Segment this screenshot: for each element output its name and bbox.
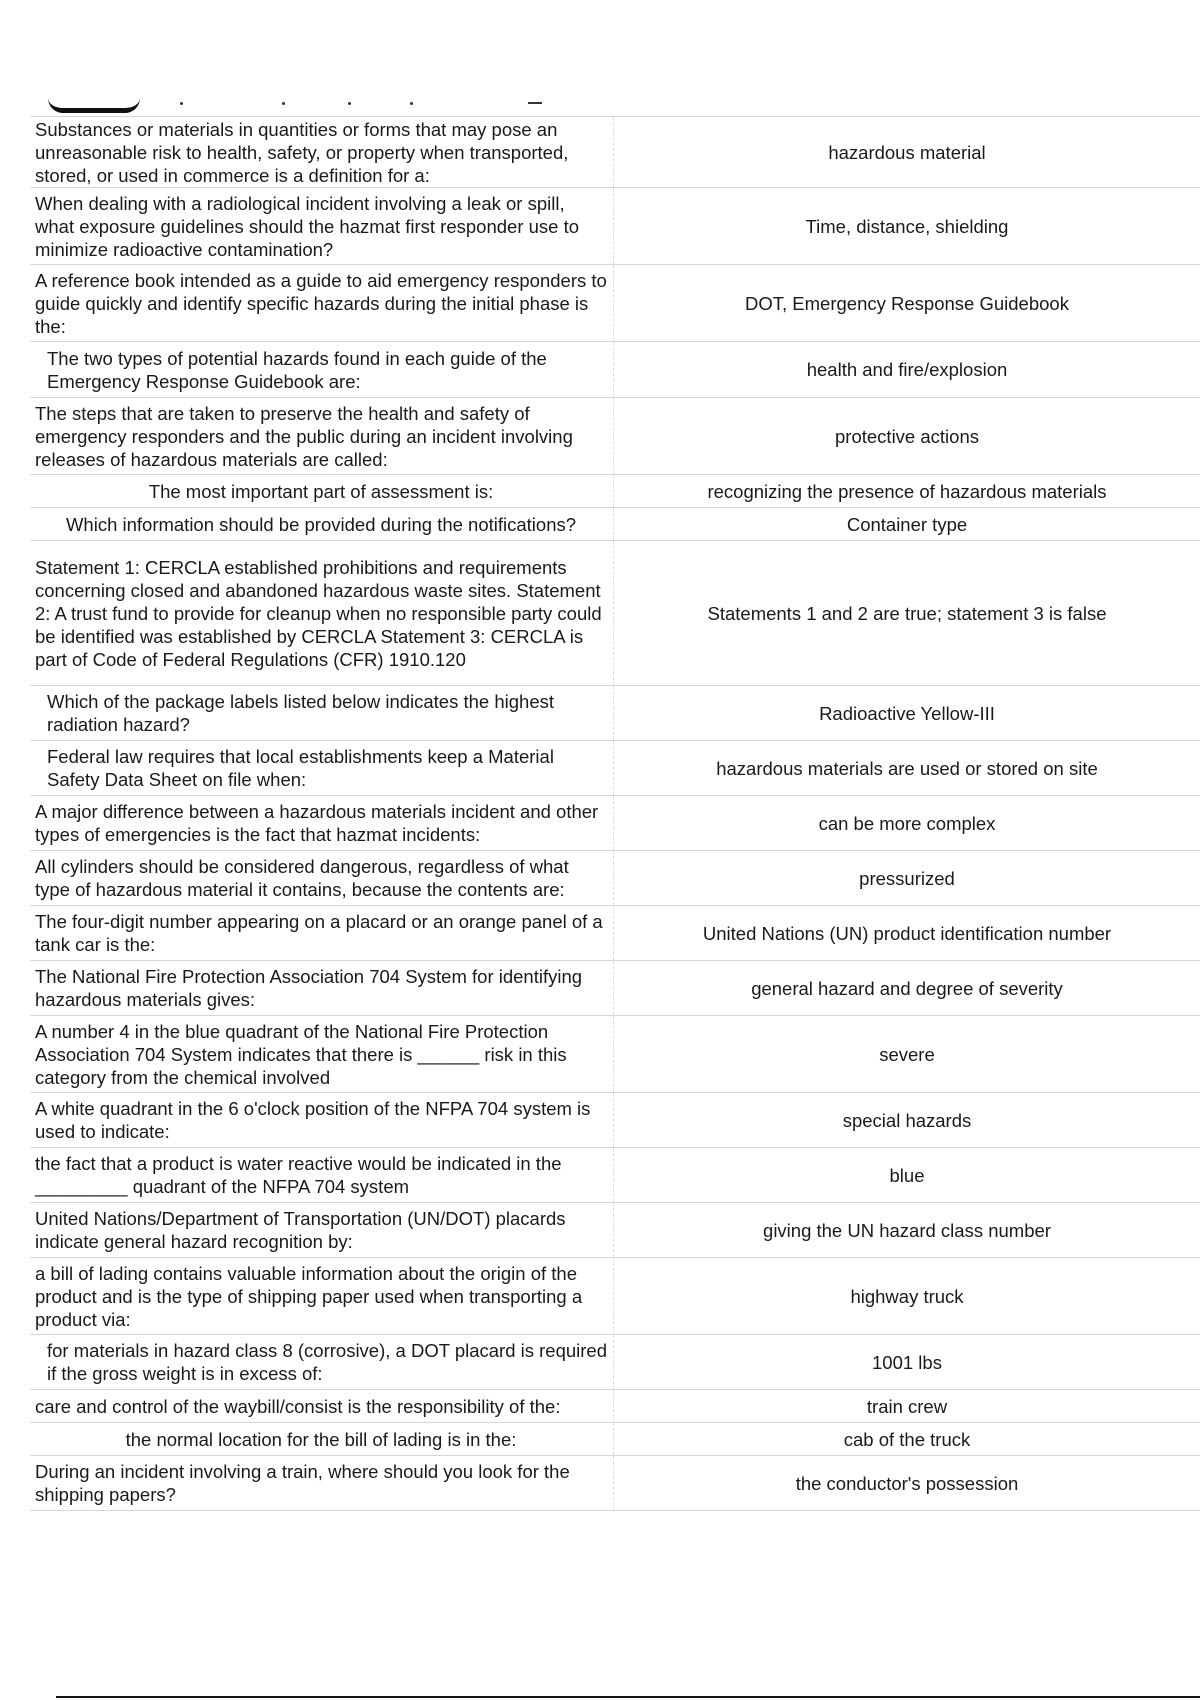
qa-row	[30, 508, 1200, 541]
qa-row	[30, 1390, 1200, 1423]
header-dot	[282, 102, 285, 105]
answer-cell: hazardous material	[828, 141, 986, 163]
answer-cell: pressurized	[859, 867, 955, 889]
qa-row	[30, 1148, 1200, 1203]
qa-row	[30, 541, 1200, 686]
answer-cell: severe	[879, 1043, 935, 1065]
question-cell: During an incident involving a train, where should you look for the shipping papers?	[30, 1456, 614, 1510]
question-cell: Federal law requires that local establishments keep a Material Safety Data Sheet on file when:	[30, 741, 614, 795]
answer-cell: Statements 1 and 2 are true; statement 3 is false	[707, 602, 1107, 624]
qa-row	[30, 1258, 1200, 1335]
answer-cell: Time, distance, shielding	[805, 215, 1009, 237]
qa-row	[30, 1335, 1200, 1390]
answer-cell: Radioactive Yellow-III	[819, 702, 995, 724]
header-dot	[410, 102, 413, 105]
answer-cell: giving the UN hazard class number	[763, 1219, 1051, 1241]
question-cell: Which information should be provided during the notifications?	[30, 508, 614, 540]
answer-cell: general hazard and degree of severity	[751, 977, 1063, 999]
question-cell: The four-digit number appearing on a placard or an orange panel of a tank car is the:	[30, 906, 614, 960]
question-cell: a bill of lading contains valuable information about the origin of the product and is the type of shipping paper used when transporting a product via:	[30, 1258, 614, 1334]
answer-cell: can be more complex	[818, 812, 996, 834]
qa-table	[30, 116, 1200, 1511]
question-cell: Which of the package labels listed below indicates the highest radiation hazard?	[30, 686, 614, 740]
qa-row	[30, 398, 1200, 475]
logo-fragment	[48, 98, 140, 113]
question-cell: The most important part of assessment is:	[30, 475, 614, 507]
question-cell: A major difference between a hazardous materials incident and other types of emergencies is the fact that hazmat incidents:	[30, 796, 614, 850]
qa-row	[30, 796, 1200, 851]
answer-cell: 1001 lbs	[872, 1351, 942, 1373]
qa-row	[30, 188, 1200, 265]
answer-cell: highway truck	[850, 1285, 964, 1307]
answer-cell: health and fire/explosion	[806, 359, 1008, 380]
answer-cell: hazardous materials are used or stored on site	[716, 757, 1098, 779]
qa-row	[30, 265, 1200, 342]
answer-cell: protective actions	[835, 425, 979, 447]
footer-rule	[56, 1696, 1200, 1698]
qa-row	[30, 906, 1200, 961]
answer-cell: cab of the truck	[843, 1428, 971, 1450]
question-cell: the normal location for the bill of lading is in the:	[30, 1423, 614, 1455]
header-dot	[348, 102, 351, 105]
answer-cell: recognizing the presence of hazardous materials	[707, 480, 1107, 502]
header-dot	[180, 102, 183, 105]
qa-row	[30, 686, 1200, 741]
answer-cell: Container type	[846, 513, 968, 535]
question-cell: A white quadrant in the 6 o'clock position of the NFPA 704 system is used to indicate:	[30, 1093, 614, 1147]
question-cell: Statement 1: CERCLA established prohibitions and requirements concerning closed and abandoned hazardous waste sites. Statement 2: A trust fund to provide for cleanup when no responsible party could be identified was established by CERCLA Statement 3: CERCLA is part of Code of Federal Regulations (CFR) 1910.120	[30, 541, 614, 685]
question-cell: The National Fire Protection Association 704 System for identifying hazardous materials gives:	[30, 961, 614, 1015]
answer-cell: the conductor's possession	[795, 1472, 1019, 1494]
qa-row	[30, 741, 1200, 796]
qa-row	[30, 1093, 1200, 1148]
question-cell: United Nations/Department of Transportation (UN/DOT) placards indicate general hazard recognition by:	[30, 1203, 614, 1257]
qa-row	[30, 1456, 1200, 1511]
question-cell: All cylinders should be considered dangerous, regardless of what type of hazardous material it contains, because the contents are:	[30, 851, 614, 905]
qa-row	[30, 961, 1200, 1016]
question-cell: care and control of the waybill/consist is the responsibility of the:	[30, 1390, 614, 1422]
qa-row	[30, 117, 1200, 188]
question-cell: When dealing with a radiological incident involving a leak or spill, what exposure guidelines should the hazmat first responder use to minimize radioactive contamination?	[30, 188, 614, 264]
qa-row	[30, 1203, 1200, 1258]
question-cell: A reference book intended as a guide to aid emergency responders to guide quickly and identify specific hazards during the initial phase is the:	[30, 265, 614, 341]
question-cell: A number 4 in the blue quadrant of the National Fire Protection Association 704 System indicates that there is ______ risk in this category from the chemical involved	[30, 1016, 614, 1092]
qa-row	[30, 342, 1200, 398]
answer-cell: DOT, Emergency Response Guidebook	[745, 292, 1069, 314]
question-cell: Substances or materials in quantities or forms that may pose an unreasonable risk to health, safety, or property when transported, stored, or used in commerce is a definition for a:	[30, 117, 614, 187]
answer-cell: train crew	[866, 1395, 948, 1417]
answer-cell: United Nations (UN) product identification number	[702, 922, 1112, 944]
qa-row	[30, 1016, 1200, 1093]
header-dash	[528, 102, 542, 104]
answer-cell: special hazards	[842, 1109, 972, 1131]
question-cell: for materials in hazard class 8 (corrosive), a DOT placard is required if the gross weight is in excess of:	[30, 1335, 614, 1389]
qa-row	[30, 1423, 1200, 1456]
cut-off-header	[30, 92, 1200, 116]
qa-row	[30, 851, 1200, 906]
qa-row	[30, 475, 1200, 508]
question-cell: The two types of potential hazards found in each guide of the Emergency Response Guidebook are:	[30, 342, 614, 397]
answer-cell: blue	[889, 1164, 925, 1186]
question-cell: The steps that are taken to preserve the health and safety of emergency responders and the public during an incident involving releases of hazardous materials are called:	[30, 398, 614, 474]
question-cell: the fact that a product is water reactive would be indicated in the _________ quadrant of the NFPA 704 system	[30, 1148, 614, 1202]
